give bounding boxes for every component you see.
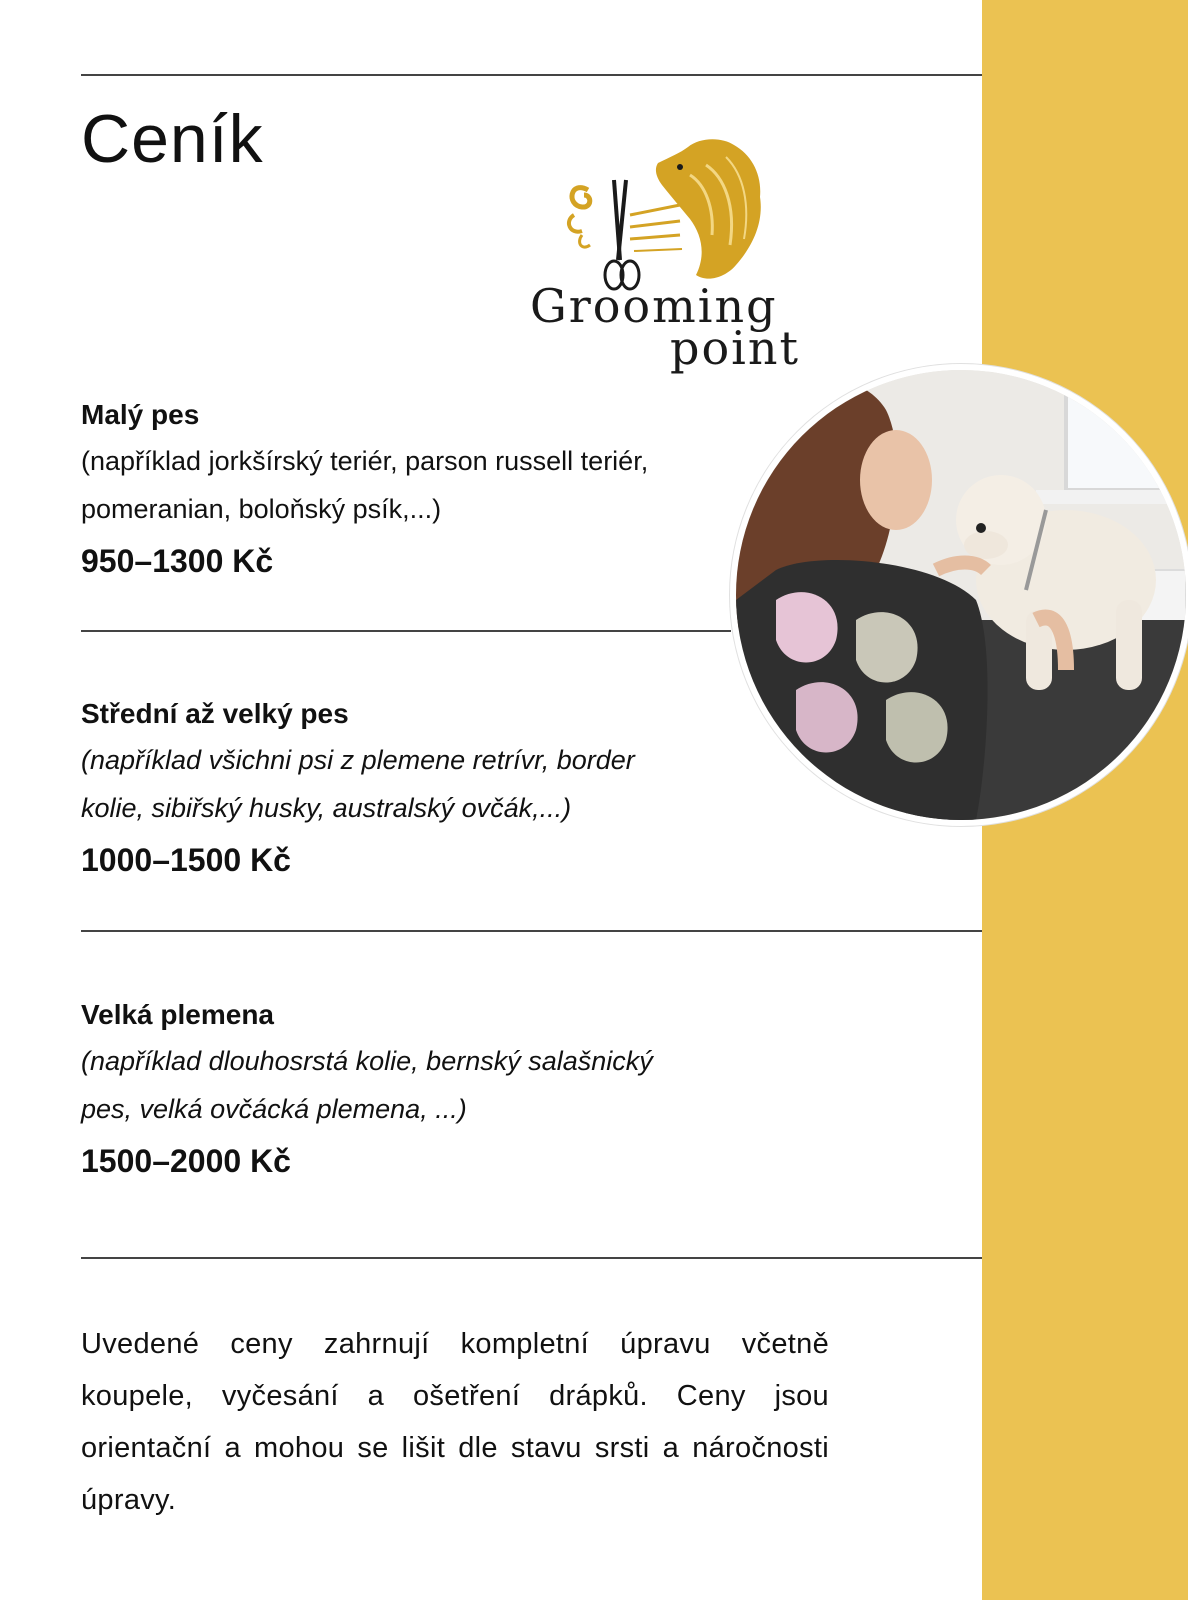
price-section-large-breeds (81, 995, 751, 1185)
section-description (81, 437, 751, 533)
section-title: Velká plemena (81, 999, 275, 1030)
section-title: Malý pes (81, 399, 200, 430)
section-divider (81, 630, 731, 632)
price-section-medium-large-dog (81, 694, 751, 884)
top-divider (81, 74, 982, 76)
section-description-line: pes, velká ovčácká plemena, ...) (81, 1094, 467, 1124)
section-description-line: (například jorkšírský teriér, parson russell teriér, (81, 446, 649, 476)
groomer-with-poodle-photo (730, 364, 1188, 826)
dog-head-with-scissors-icon (530, 135, 820, 295)
section-description-line: kolie, sibiřský husky, australský ovčák,...) (81, 793, 572, 823)
section-description-line: (například dlouhosrstá kolie, bernský salašnický (81, 1046, 653, 1076)
section-description (81, 1037, 751, 1133)
section-price: 950–1300 Kč (81, 543, 274, 579)
section-price: 1500–2000 Kč (81, 1143, 291, 1179)
section-price: 1000–1500 Kč (81, 842, 291, 878)
page-title: Ceník (81, 101, 264, 177)
grooming-point-logo (530, 135, 820, 375)
pricing-note: Uvedené ceny zahrnují kompletní úpravu včetně koupele, vyčesání a ošetření drápků. Ceny jsou orientační a mohou se lišit dle stavu srsti a náročnosti úpravy. (81, 1328, 829, 1516)
section-divider (81, 1257, 982, 1259)
logo-text-point: point (670, 321, 800, 375)
price-section-small-dog (81, 395, 751, 585)
section-description-line: (například všichni psi z plemene retrívr, border (81, 745, 635, 775)
section-description (81, 736, 751, 832)
logo-text-grooming: Grooming (530, 279, 778, 333)
section-divider (81, 930, 982, 932)
section-title: Střední až velký pes (81, 698, 349, 729)
photo-illustration (736, 370, 1186, 820)
section-description-line: pomeranian, boloňský psík,...) (81, 494, 442, 524)
